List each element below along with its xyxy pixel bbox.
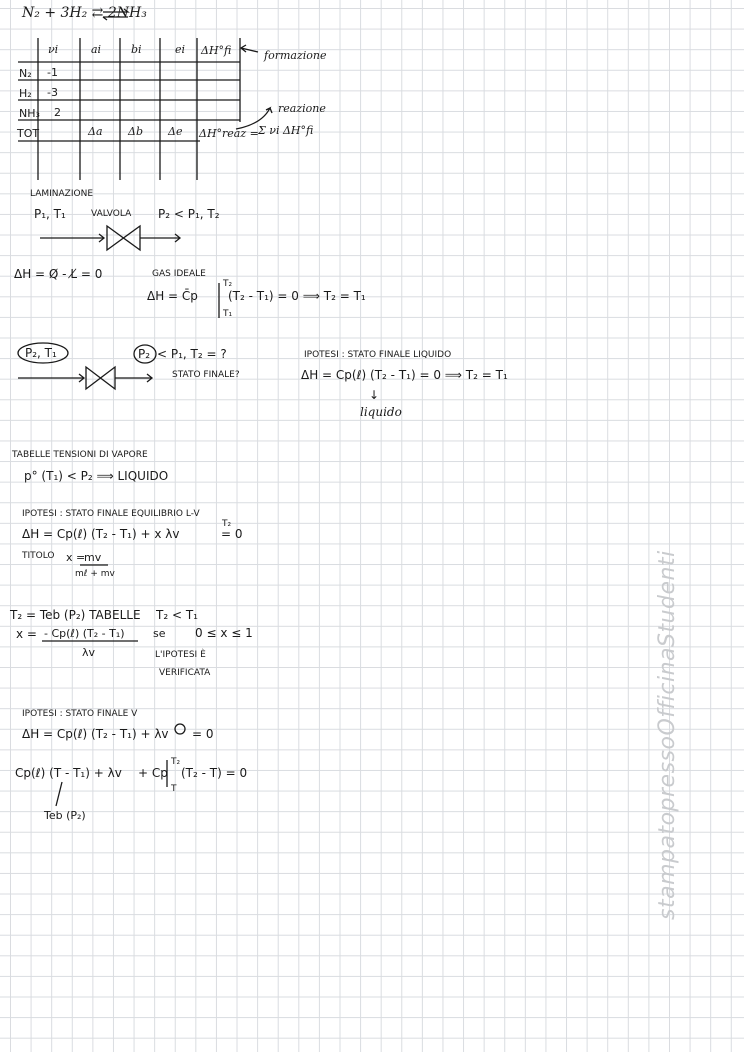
ipotesi-v-eq2-part-c: (T₂ - T) = 0 bbox=[181, 766, 248, 780]
teb-x-denominator: λv bbox=[82, 646, 96, 659]
ipotesi-liquido-note: liquido bbox=[360, 405, 402, 419]
ipotesi-liquido-arrow: ↓ bbox=[369, 388, 380, 402]
gas-ideale-lhs: ΔH = C̄p bbox=[147, 289, 198, 303]
ipotesi-v-equation: ΔH = Cp(ℓ) (T₂ - T₁) + λv bbox=[22, 727, 169, 741]
valve-2-outlet: < P₁, T₂ = ? bbox=[157, 347, 227, 361]
table-header-dhf: ΔH°fi bbox=[201, 44, 232, 57]
teb-verif-line1: L'IPOTESI È bbox=[155, 650, 206, 660]
teb-line: T₂ = Teb (P₂) TABELLE bbox=[10, 608, 141, 622]
gas-integral-bottom: T₁ bbox=[223, 309, 233, 319]
dh-zero-expression: ΔH = Q̸ - L̸ = 0 bbox=[14, 267, 103, 281]
teb-pointer-note: Teb (P₂) bbox=[44, 809, 86, 822]
titolo-x-lhs: x = bbox=[66, 551, 86, 564]
titolo-numerator: mv bbox=[84, 551, 102, 564]
table-total-label: TOT bbox=[17, 127, 40, 140]
lambda-circle bbox=[175, 724, 185, 734]
table-total-dh: ΔH°reaz = bbox=[199, 127, 259, 140]
gas-ideale-title: GAS IDEALE bbox=[152, 269, 206, 279]
laminazione-valve-label: VALVOLA bbox=[91, 209, 132, 219]
valve-2-outlet-circled: P₂ bbox=[138, 347, 151, 361]
table-total-b: Δb bbox=[128, 125, 143, 138]
valve-1-drawing bbox=[40, 226, 180, 250]
ipotesi-v-eq2-part-a: Cp(ℓ) (T - T₁) + λv bbox=[15, 766, 122, 780]
teb-condition: T₂ < T₁ bbox=[156, 608, 198, 622]
table-row-h2-name: H₂ bbox=[19, 87, 32, 100]
formazione-label: formazione bbox=[264, 49, 327, 62]
ipotesi-v-eq-end: = 0 bbox=[192, 727, 214, 741]
ipotesi-v-int-top: T₂ bbox=[171, 757, 181, 767]
teb-range: 0 ≤ x ≤ 1 bbox=[195, 626, 253, 640]
watermark: stampatopressoOfficinaStudenti bbox=[655, 550, 680, 920]
reaction-equation: N₂ + 3H₂ ⇄ 2NH₃ bbox=[22, 5, 147, 21]
table-header-e: ei bbox=[175, 43, 186, 56]
table-row-nh3-name: NH₃ bbox=[19, 107, 40, 120]
ipotesi-v-int-bottom: T bbox=[171, 784, 177, 794]
laminazione-title: LAMINAZIONE bbox=[30, 189, 94, 199]
ipotesi-v-eq2-part-b: + Cp bbox=[138, 766, 168, 780]
table-row-n2-name: N₂ bbox=[19, 67, 32, 80]
ipotesi-lv-eq-end: = 0 bbox=[221, 527, 243, 541]
table-total-a: Δa bbox=[88, 125, 103, 138]
table-total-e: Δe bbox=[168, 125, 183, 138]
ipotesi-lv-equation: ΔH = Cp(ℓ) (T₂ - T₁) + x λv bbox=[22, 527, 180, 541]
titolo-denominator: mℓ + mv bbox=[75, 569, 115, 579]
tabelle-title: TABELLE TENSIONI DI VAPORE bbox=[12, 450, 148, 460]
teb-x-numerator: - Cp(ℓ) (T₂ - T₁) bbox=[44, 627, 125, 640]
formazione-arrow bbox=[241, 45, 258, 52]
laminazione-outlet: P₂ < P₁, T₂ bbox=[158, 207, 220, 221]
table-header-nu: νi bbox=[48, 43, 59, 56]
ipotesi-lv-sup: T₂ bbox=[222, 519, 232, 529]
table-header-a: ai bbox=[91, 43, 102, 56]
laminazione-inlet: P₁, T₁ bbox=[34, 207, 66, 221]
table-row-nh3-nu: 2 bbox=[54, 106, 61, 119]
gas-integral-top: T₂ bbox=[223, 279, 233, 289]
teb-verif-line2: VERIFICATA bbox=[159, 668, 211, 678]
gas-ideale-rhs: (T₂ - T₁) = 0 ⟹ T₂ = T₁ bbox=[228, 289, 366, 303]
tabelle-equation: p° (T₁) < P₂ ⟹ LIQUIDO bbox=[24, 469, 169, 483]
titolo-label: TITOLO bbox=[22, 551, 55, 561]
ipotesi-liquido-equation: ΔH = Cp(ℓ) (T₂ - T₁) = 0 ⟹ T₂ = T₁ bbox=[301, 368, 508, 382]
ipotesi-liquido-title: IPOTESI : STATO FINALE LIQUIDO bbox=[304, 350, 452, 360]
ipotesi-v-title: IPOTESI : STATO FINALE V bbox=[22, 709, 138, 719]
table-row-n2-nu: -1 bbox=[47, 66, 58, 79]
valve-2-inlet: P₂, T₁ bbox=[25, 346, 57, 360]
teb-se: se bbox=[153, 627, 166, 640]
table-row-h2-nu: -3 bbox=[47, 86, 58, 99]
table-header-b: bi bbox=[131, 43, 142, 56]
teb-x-lhs: x = bbox=[16, 627, 37, 641]
thermo-table-grid bbox=[18, 38, 240, 180]
teb-pointer-line bbox=[56, 782, 62, 806]
ipotesi-lv-title: IPOTESI : STATO FINALE EQUILIBRIO L-V bbox=[22, 509, 200, 519]
stato-finale-question: STATO FINALE? bbox=[172, 370, 240, 380]
sum-formula: Σ νi ΔH°fi bbox=[258, 124, 314, 137]
reazione-label: reazione bbox=[278, 102, 326, 115]
